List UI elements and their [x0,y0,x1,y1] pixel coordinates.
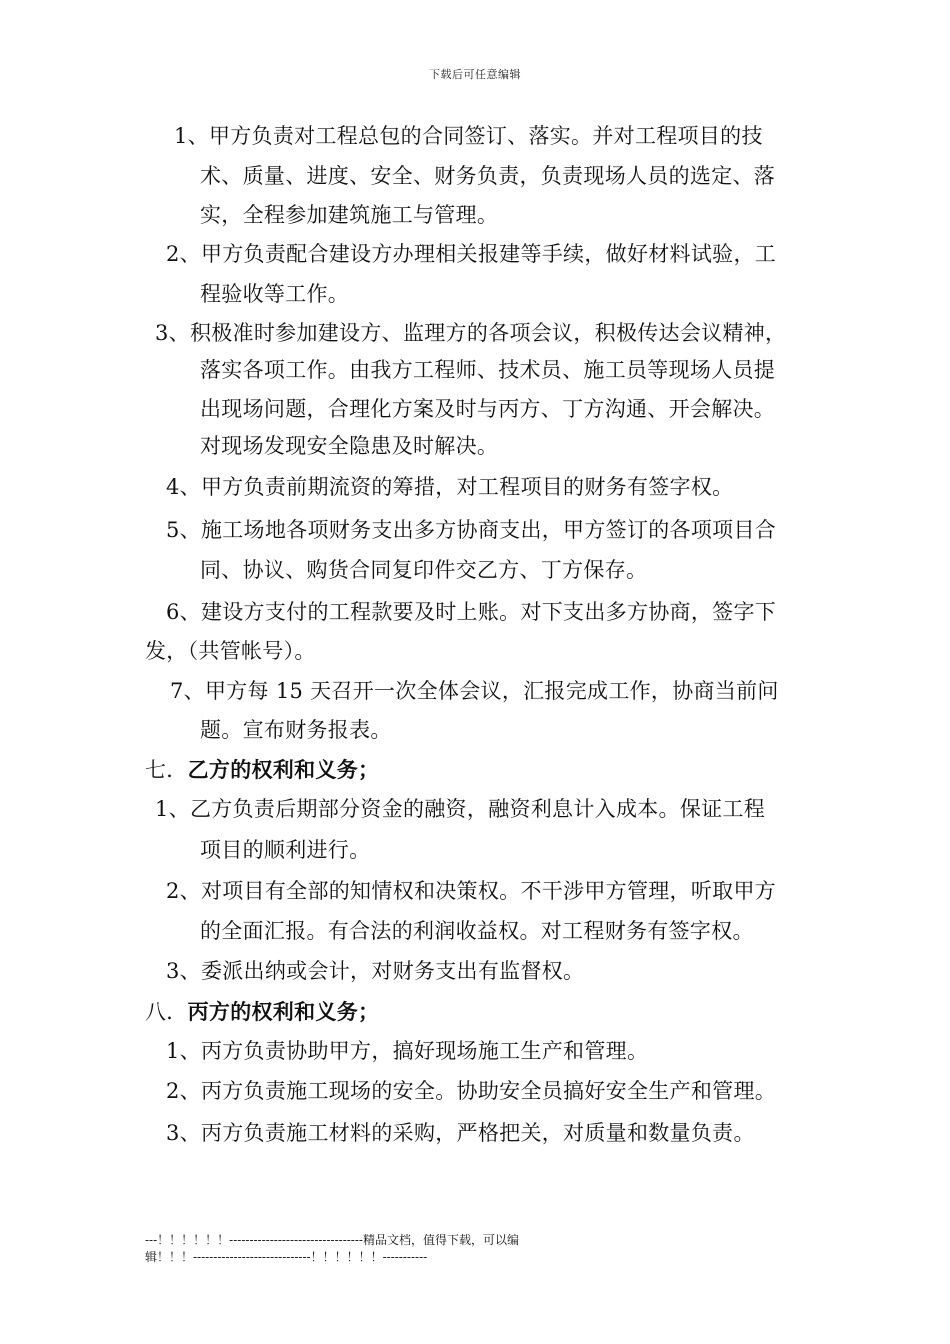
section-8-clause-2-line-1: 2、丙方负责施工现场的安全。协助安全员搞好安全生产和管理。 [166,1079,777,1103]
clause-6-line-2: 发，（共管帐号）。 [145,639,316,663]
section-7-clause-2-line-1: 2、对项目有全部的知情权和决策权。不干涉甲方管理，听取甲方 [166,879,777,903]
clause-3-line-1: 3、积极准时参加建设方、监理方的各项会议，积极传达会议精神， [155,321,787,345]
clause-3-line-4: 对现场发现安全隐患及时解决。 [200,434,499,458]
section-7-clause-3-line-1: 3、委派出纳或会计，对财务支出有监督权。 [166,959,585,983]
page-header: 下载后可任意编辑 [429,68,521,81]
clause-5-line-1: 5、施工场地各项财务支出多方协商支出，甲方签订的各项项目合 [166,518,777,542]
clause-3-line-2: 落实各项工作。由我方工程师、技术员、施工员等现场人员提 [200,358,776,382]
clause-2-line-2: 程验收等工作。 [200,282,350,306]
footer-line-2: 辑！！！-----------------------------！！！！！！----------- [145,1250,428,1264]
clause-7-line-2: 题。宣布财务报表。 [200,718,392,742]
clause-3-line-3: 出现场问题，合理化方案及时与丙方、丁方沟通、开会解决。 [200,397,776,421]
clause-2-line-1: 2、甲方负责配合建设方办理相关报建等手续，做好材料试验，工 [166,242,777,266]
section-7-clause-1-line-2: 项目的顺利进行。 [200,838,371,862]
section-8-clause-1-line-1: 1、丙方负责协助甲方，搞好现场施工生产和管理。 [166,1039,649,1063]
section-7-title: 乙方的权利和义务； [187,757,380,782]
clause-1-line-2: 术、质量、进度、安全、财务负责，负责现场人员的选定、落 [200,164,776,188]
clause-4-line-1: 4、甲方负责前期流资的筹措，对工程项目的财务有签字权。 [166,475,734,499]
section-7-clause-2-line-2: 的全面汇报。有合法的利润收益权。对工程财务有签字权。 [200,919,754,943]
section-8-clause-3-line-1: 3、丙方负责施工材料的采购，严格把关，对质量和数量负责。 [166,1121,755,1145]
section-7-number: 七． [145,758,188,782]
clause-7-line-1: 7、甲方每 15 天召开一次全体会议，汇报完成工作，协商当前问 [170,679,779,703]
section-8-heading [145,998,379,1026]
section-8-title: 丙方的权利和义务； [187,999,380,1024]
section-7-clause-1-line-1: 1、乙方负责后期部分资金的融资，融资利息计入成本。保证工程 [155,797,766,821]
section-8-number: 八． [145,1000,188,1024]
clause-6-line-1: 6、建设方支付的工程款要及时上账。对下支出多方协商，签字下 [166,600,777,624]
clause-1-line-3: 实，全程参加建筑施工与管理。 [200,203,499,227]
clause-5-line-2: 同、协议、购货合同复印件交乙方、丁方保存。 [200,558,648,582]
section-7-heading [145,756,379,784]
footer-line-1: ---！！！！！！---------------------------------精品文档，值得下载，可以编 [145,1233,519,1247]
clause-1-line-1: 1、甲方负责对工程总包的合同签订、落实。并对工程项目的技 [174,124,763,148]
